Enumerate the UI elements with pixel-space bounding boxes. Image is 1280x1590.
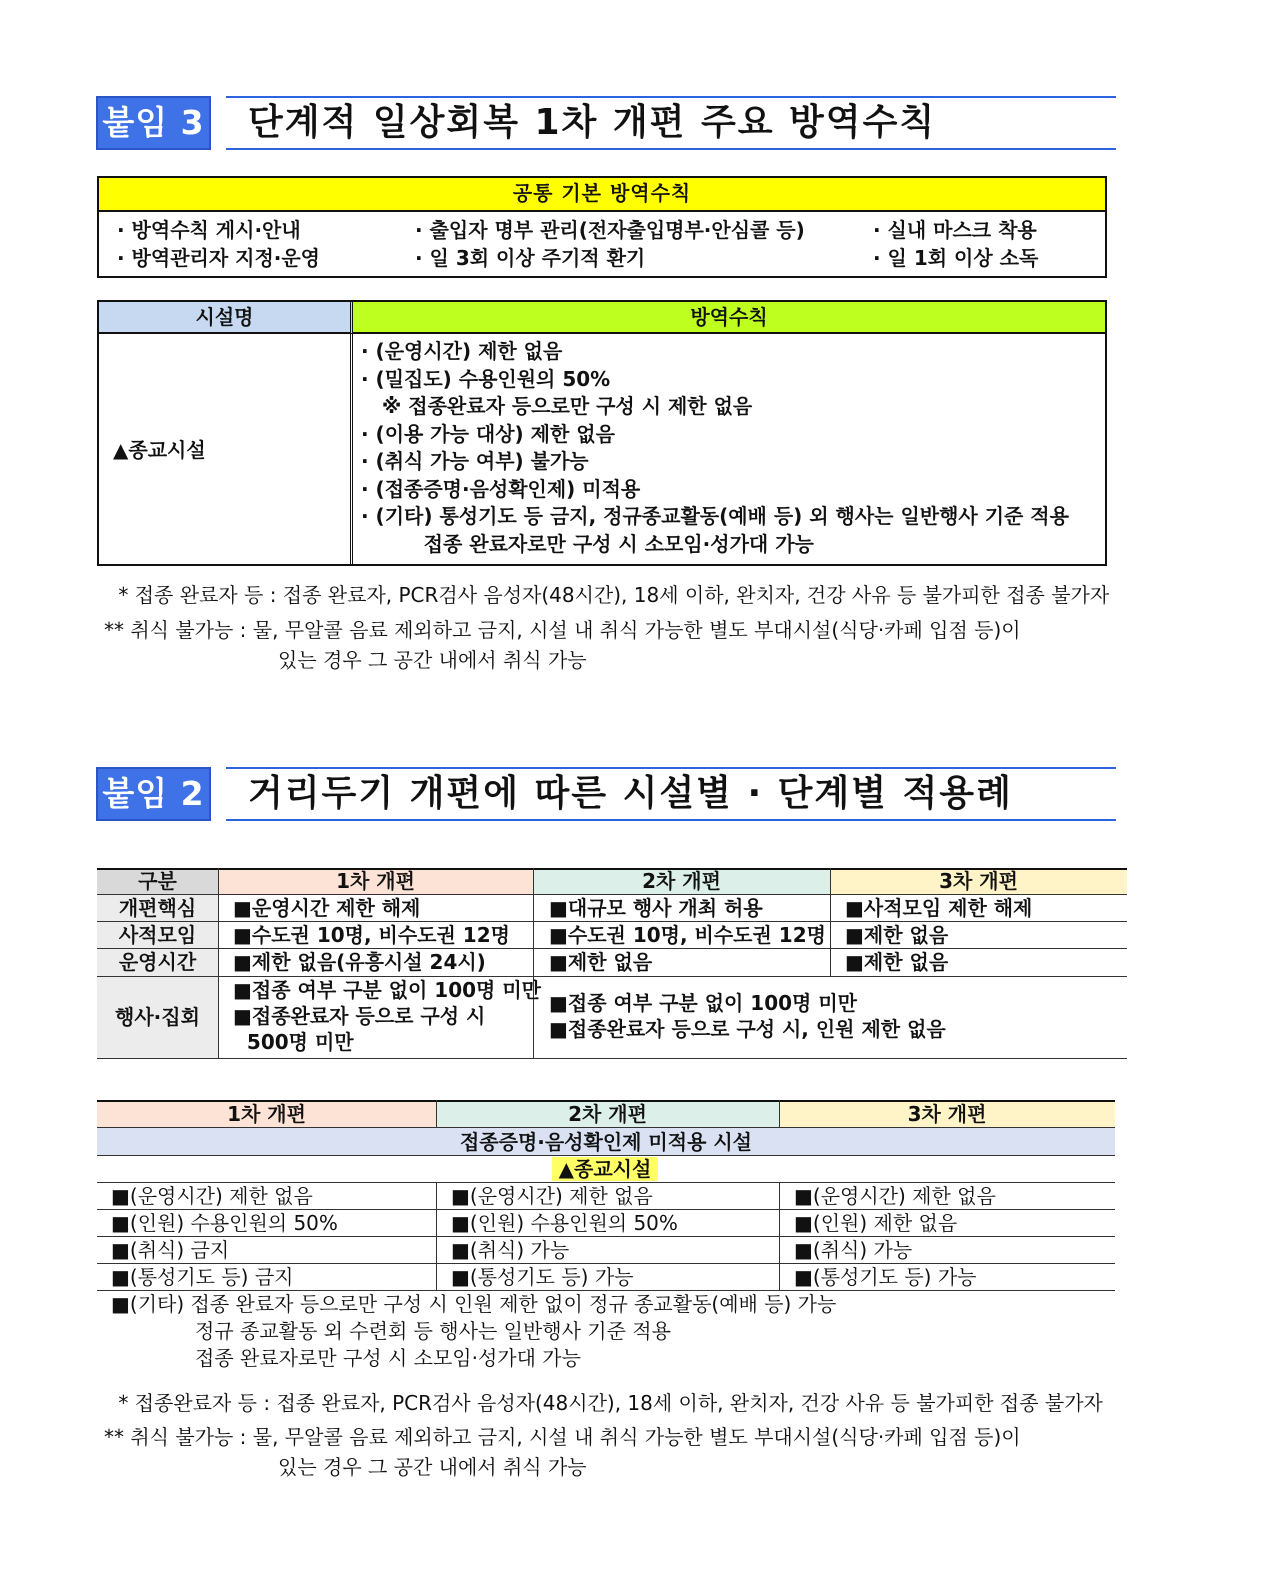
section1-title: 단계적 일상회복 1차 개편 주요 방역수칙	[248, 102, 937, 143]
row-label: 운영시간	[118, 950, 197, 974]
measure-line: · (이용 가능 대상) 제한 없음	[361, 421, 615, 446]
t3-cell: ■(운영시간) 제한 없음	[794, 1184, 996, 1208]
measure-line: · (기타) 통성기도 등 금지, 정규종교활동(예배 등) 외 행사는 일반행사 기준 적용	[361, 504, 1069, 528]
row-cell: ■제한 없음(유흥시설 24시)	[233, 950, 486, 974]
subheader: 접종증명·음성확인제 미적용 시설	[459, 1130, 752, 1154]
note-footnote-1: * 접종완료자 등 : 접종 완료자, PCR검사 음성자(48시간), 18세 이하, 완치자, 건강 사유 등 불가피한 접종 불가자	[112, 1391, 1103, 1415]
event-line: 500명 미만	[233, 1030, 354, 1054]
common-col-1	[117, 216, 320, 272]
t3-cell: ■(취식) 가능	[794, 1238, 913, 1262]
common-item: · 일 1회 이상 소독	[873, 246, 1039, 270]
note-footnote-2-cont: 있는 경우 그 공간 내에서 취식 가능	[278, 648, 587, 672]
common-col-2	[415, 216, 805, 272]
header-measures: 방역수칙	[353, 302, 1105, 334]
common-item: · 방역수칙 게시·안내	[117, 218, 301, 242]
t3-etc-line: 접종 완료자로만 구성 시 소모임·성가대 가능	[195, 1346, 581, 1370]
measures-lines	[361, 338, 1069, 558]
section2-title: 거리두기 개편에 따른 시설별 · 단계별 적용례	[248, 773, 1013, 814]
section1-header	[96, 96, 1116, 152]
row-cell: ■사적모임 제한 해제	[845, 896, 1033, 920]
note-footnote-1: * 접종 완료자 등 : 접종 완료자, PCR검사 음성자(48시간), 18세 이하, 완치자, 건강 사유 등 불가피한 접종 불가자	[112, 583, 1110, 607]
note-footnote-2-cont: 있는 경우 그 공간 내에서 취식 가능	[278, 1455, 587, 1479]
measure-line: · (밀집도) 수용인원의 50%	[361, 366, 611, 391]
t3-etc-line: ■(기타) 접종 완료자 등으로만 구성 시 인원 제한 없이 정규 종교활동(예배 등) 가능	[111, 1292, 837, 1316]
event-line: ■접종 여부 구분 없이 100명 미만	[549, 991, 857, 1015]
row-label: 사적모임	[118, 923, 197, 947]
stage-table	[97, 868, 1127, 1060]
section1-line-bottom	[226, 148, 1116, 150]
section2-line-bottom	[226, 819, 1116, 821]
row-cell: ■제한 없음	[845, 950, 949, 974]
facility-cell	[99, 334, 353, 564]
row-cell: ■제한 없음	[549, 950, 653, 974]
common-item: · 방역관리자 지정·운영	[117, 246, 321, 270]
row-label: 개편핵심	[118, 896, 197, 920]
col-line	[218, 868, 219, 1058]
header-stage1: 1차 개편	[227, 1102, 306, 1126]
section1-badge: 붙임 3	[96, 96, 211, 150]
measure-line: ※ 접종완료자 등으로만 구성 시 제한 없음	[361, 394, 753, 418]
t3-cell: ■(인원) 제한 없음	[794, 1211, 958, 1235]
measure-line: · (운영시간) 제한 없음	[361, 339, 563, 363]
common-col-3	[873, 216, 1038, 272]
header-stage2: 2차 개편	[568, 1102, 647, 1126]
event-line: ■접종완료자 등으로 구성 시	[233, 1004, 486, 1028]
common-item: · 출입자 명부 관리(전자출입명부·안심콜 등)	[415, 218, 805, 242]
common-measures-box	[97, 176, 1107, 278]
row-cell: ■제한 없음	[845, 923, 949, 947]
measure-line: · (취식 가능 여부) 불가능	[361, 449, 589, 473]
header-stage3: 3차 개편	[939, 869, 1018, 893]
t3-etc-line: 정규 종교활동 외 수련회 등 행사는 일반행사 기준 적용	[195, 1319, 671, 1343]
t3-cell: ■(통성기도 등) 가능	[794, 1265, 977, 1289]
t3-cell: ■(인원) 수용인원의 50%	[111, 1211, 338, 1235]
t3-cell: ■(취식) 금지	[111, 1238, 230, 1262]
measure-line: 접종 완료자로만 구성 시 소모임·성가대 가능	[361, 531, 814, 556]
row-cell: ■대규모 행사 개최 허용	[549, 896, 763, 920]
row-line	[97, 1236, 1115, 1237]
event-line: ■접종 여부 구분 없이 100명 미만	[233, 978, 541, 1002]
note-footnote-2: ** 취식 불가능 : 물, 무알콜 음료 제외하고 금지, 시설 내 취식 가능한 별도 부대시설(식당·카페 입점 등)이	[104, 1425, 1021, 1449]
row-label: 행사·집회	[115, 1005, 200, 1029]
row-cell: ■운영시간 제한 해제	[233, 896, 421, 920]
common-item: · 실내 마스크 착용	[873, 218, 1037, 242]
facility-religious: ▲종교시설	[558, 1157, 652, 1181]
t3-cell: ■(운영시간) 제한 없음	[451, 1184, 653, 1208]
section2-badge: 붙임 2	[96, 767, 211, 821]
note-footnote-2: ** 취식 불가능 : 물, 무알콜 음료 제외하고 금지, 시설 내 취식 가능한 별도 부대시설(식당·카페 입점 등)이	[104, 618, 1021, 642]
header-category: 구분	[138, 869, 177, 893]
header-stage3: 3차 개편	[907, 1102, 987, 1126]
row-cell: ■수도권 10명, 비수도권 12명	[549, 923, 826, 947]
row-line	[97, 1127, 1115, 1128]
header-stage2: 2차 개편	[642, 869, 721, 893]
common-item: · 일 3회 이상 주기적 환기	[415, 246, 646, 270]
col-line	[436, 1182, 437, 1290]
facility-religious: ▲종교시설	[113, 438, 206, 462]
event-line: ■접종완료자 등으로 구성 시, 인원 제한 없음	[549, 1017, 946, 1041]
section2-header	[96, 767, 1116, 823]
facility-measures-table	[97, 300, 1107, 566]
measure-line: · (접종증명·음성확인제) 미적용	[361, 476, 641, 501]
religious-stage-table	[97, 1100, 1115, 1375]
common-measures-title: 공통 기본 방역수칙	[99, 178, 1105, 212]
row-line	[97, 1058, 1127, 1059]
row-cell: ■수도권 10명, 비수도권 12명	[233, 923, 510, 947]
t3-cell: ■(운영시간) 제한 없음	[111, 1184, 313, 1208]
col-line	[779, 1182, 780, 1290]
t3-cell: ■(인원) 수용인원의 50%	[451, 1211, 678, 1235]
header-stage1: 1차 개편	[336, 869, 415, 893]
header-facility-name: 시설명	[99, 302, 353, 334]
event-cell-stage23	[549, 990, 946, 1042]
t3-cell: ■(통성기도 등) 금지	[111, 1265, 294, 1289]
event-cell-stage1	[233, 977, 541, 1055]
t3-cell: ■(취식) 가능	[451, 1238, 570, 1262]
t3-cell: ■(통성기도 등) 가능	[451, 1265, 634, 1289]
